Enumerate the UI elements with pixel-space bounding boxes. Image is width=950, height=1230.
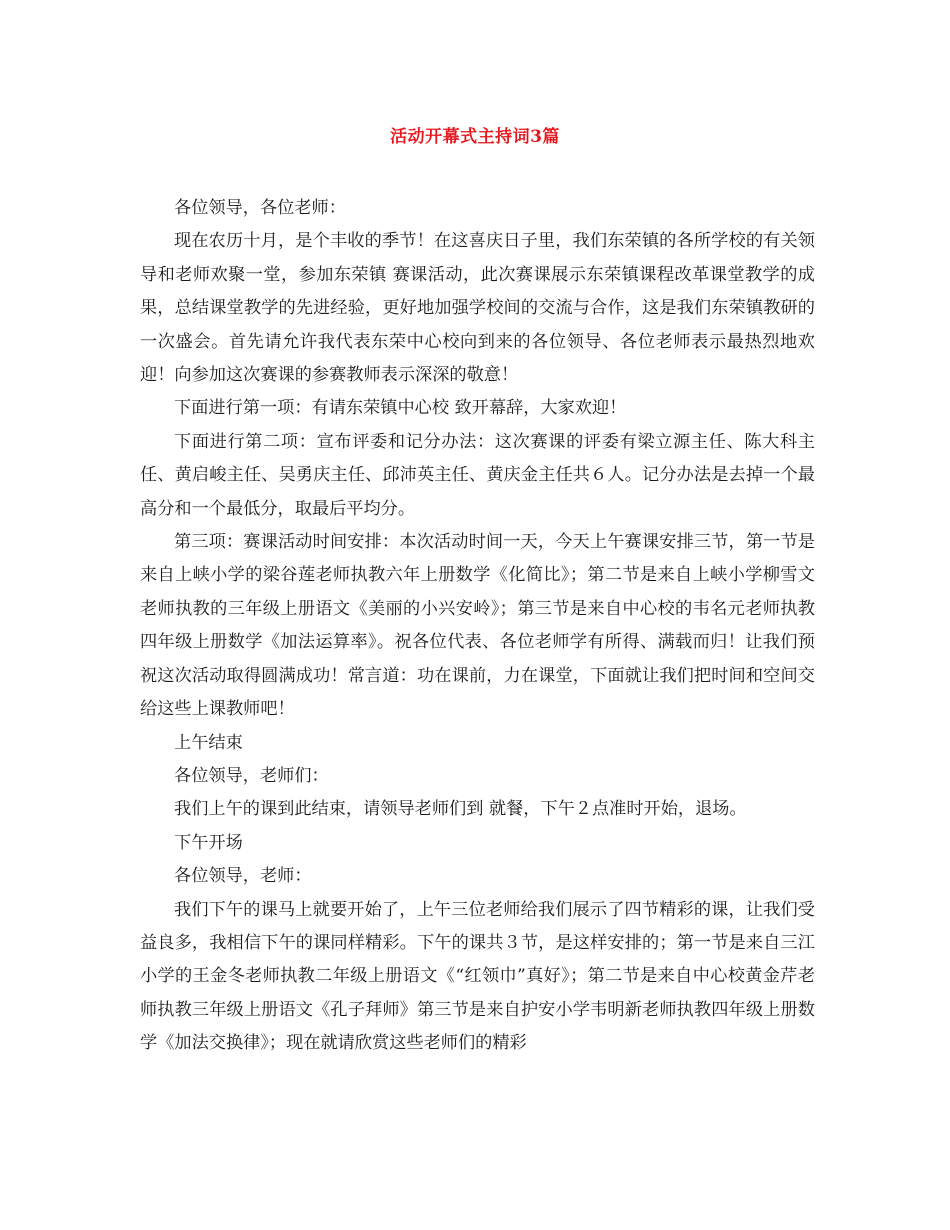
paragraph-morning-greeting: 各位领导，老师们： [174, 765, 329, 786]
paragraph-morning-end-heading: 上午结束 [174, 732, 243, 753]
document-body [140, 192, 815, 1061]
paragraph-item-one: 下面进行第一项：有请东荣镇中心校 致开幕辞，大家欢迎！ [174, 398, 627, 419]
paragraph-opening: 现在农历十月，是个丰收的季节！在这喜庆日子里，我们东荣镇的各所学校的有关领导和老师欢聚一堂，参加东荣镇 赛课活动，此次赛课展示东荣镇课程改革课堂教学的成果，总结课堂教学的先进经验，更好地加强学校间的交流与合作，这是我们东荣镇教研的一次盛会。首先请允许我代表东荣中心校向到来的各位领导、各位老师表示最热烈地欢迎！向参加这次赛课的参赛教师表示深深的敬意！ [140, 231, 815, 386]
paragraph-item-two: 下面进行第二项：宣布评委和记分办法：这次赛课的评委有梁立源主任、陈大科主任、黄启峻主任、吴勇庆主任、邱沛英主任、黄庆金主任共６人。记分办法是去掉一个最高分和一个最低分，取最后平均分。 [140, 431, 815, 519]
document-title: 活动开幕式主持词3篇 [390, 127, 560, 147]
paragraph-morning-close: 我们上午的课到此结束，请领导老师们到 就餐，下午２点准时开始，退场。 [174, 799, 747, 820]
paragraph-afternoon-schedule: 我们下午的课马上就要开始了，上午三位老师给我们展示了四节精彩的课，让我们受益良多，我相信下午的课同样精彩。下午的课共３节，是这样安排的；第一节是来自三江小学的王金冬老师执教二年级上册语文《“红领巾”真好》；第二节是来自中心校黄金芹老师执教三年级上册语文《孔子拜师》第三节是来自护安小学韦明新老师执教四年级上册数学《加法交换律》；现在就请欣赏这些老师们的精彩 [140, 899, 815, 1054]
paragraph-item-three: 第三项：赛课活动时间安排：本次活动时间一天，今天上午赛课安排三节，第一节是来自上峡小学的梁谷莲老师执教六年上册数学《化简比》；第二节是来自上峡小学柳雪文老师执教的三年级上册语文《美丽的小兴安岭》；第三节是来自中心校的韦名元老师执教四年级上册数学《加法运算率》。祝各位代表、各位老师学有所得、满载而归！让我们预祝这次活动取得圆满成功！常言道：功在课前，力在课堂，下面就让我们把时间和空间交给这些上课教师吧！ [140, 532, 815, 720]
paragraph-greeting: 各位领导，各位老师： [174, 198, 346, 218]
paragraph-afternoon-greeting: 各位领导，老师： [174, 866, 312, 887]
paragraph-afternoon-start-heading: 下午开场 [174, 832, 243, 853]
